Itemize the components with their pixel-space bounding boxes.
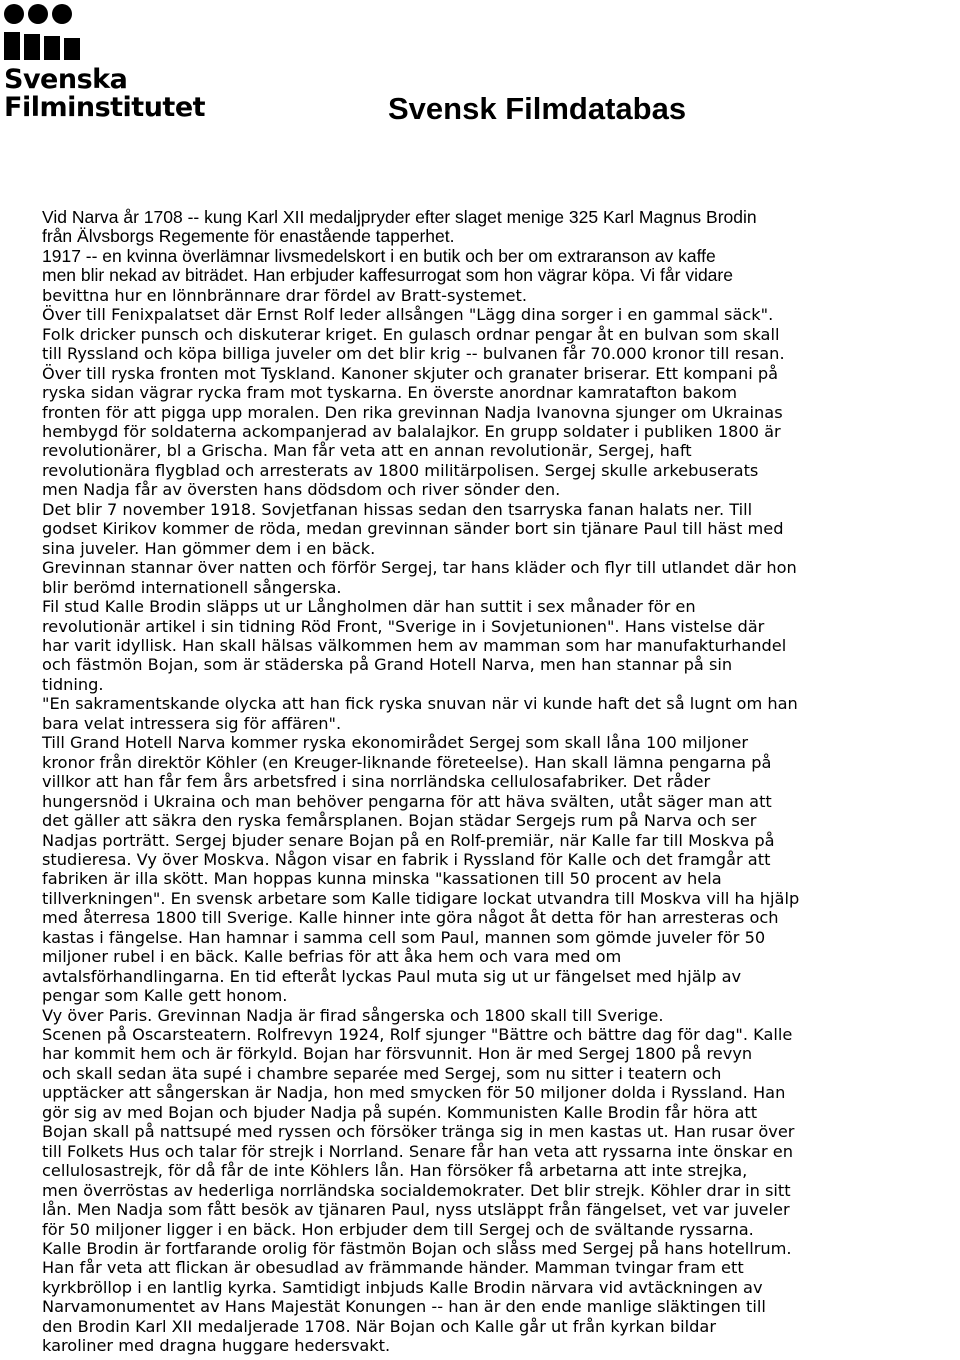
text-line: Fil stud Kalle Brodin släpps ut ur Långholmen där han suttit i sex månader för en bbox=[42, 597, 696, 617]
text-line: men blir nekad av biträdet. Han erbjuder kaffesurrogat som hon vägrar köpa. Vi får vidare bbox=[42, 265, 733, 286]
text-line: Över till ryska fronten mot Tyskland. Kanoner skjuter och granater briserar. Ett kompani på bbox=[42, 363, 779, 383]
text-line: och skall sedan äta supé i chambre separée med Sergej, som nu sitter i teatern och bbox=[42, 1063, 722, 1083]
text-line: med återresa 1800 till Sverige. Kalle hinner inte göra något åt detta för han arresteras och bbox=[42, 908, 779, 928]
text-line: fabriken är illa skött. Man hoppas kunna minska "kassationen till 50 procent av hela bbox=[42, 869, 722, 889]
text-line: gör sig av med Bojan och bjuder Nadja på supén. Kommunisten Kalle Brodin får höra att bbox=[42, 1102, 758, 1122]
text-line: och fästmön Bojan, som är städerska på Grand Hotell Narva, men han stannar på sin bbox=[42, 655, 733, 675]
logo-text-svenska: Svenska bbox=[4, 64, 128, 95]
text-line: Folk dricker punsch och diskuterar kriget. En gulasch ordnar pengar åt en bulvan som skall bbox=[42, 324, 780, 344]
text-line: har kommit hem och är förkyld. Bojan har försvunnit. Hon är med Sergej 1800 på revyn bbox=[42, 1044, 753, 1064]
text-line: Grevinnan stannar över natten och förför Sergej, tar hans kläder och flyr till utlandet där hon bbox=[42, 558, 797, 578]
text-line: villkor att han får fem års arbetsfred i sina norrländska cellulosafabriker. Det råder bbox=[42, 772, 711, 792]
text-line: det gäller att säkra den ryska femårsplanen. Bojan städar Sergejs rum på Narva och ser bbox=[42, 811, 757, 831]
text-line: 1917 -- en kvinna överlämnar livsmedelskort i en butik och ber om extraranson av kaffe bbox=[42, 245, 716, 266]
text-line: den Brodin Karl XII medaljerade 1708. När Bojan och Kalle går ut från kyrkan bildar bbox=[42, 1316, 716, 1336]
text-line: tidning. bbox=[42, 674, 104, 694]
logo-text-filminstitutet: Filminstitutet bbox=[4, 92, 206, 123]
text-line: men Nadja får av översten hans dödsdom och river sönder den. bbox=[42, 480, 561, 500]
text-line: fronten för att pigga upp moralen. Den rika grevinnan Nadja Ivanovna sjunger om Ukrainas bbox=[42, 402, 783, 422]
text-line: kyrkbröllop i en lantlig kyrka. Samtidigt inbjuds Kalle Brodin närvara vid avtäckningen av bbox=[42, 1277, 763, 1297]
text-line: sina juveler. Han gömmer dem i en bäck. bbox=[42, 538, 376, 558]
text-line: cellulosastrejk, för då får de inte Köhlers lån. Han försöker få arbetarna att inte strejka, bbox=[42, 1161, 748, 1181]
text-line: revolutionärer, bl a Grischa. Man får veta att en annan revolutionär, Sergej, haft bbox=[42, 441, 692, 461]
text-line: bara velat intressera sig för affären". bbox=[42, 713, 342, 733]
text-line: till Ryssland och köpa billiga juveler om det blir krig -- bulvanen får 70.000 kronor till resan. bbox=[42, 344, 785, 364]
svenska-filminstitutet-logo[interactable] bbox=[4, 4, 204, 124]
text-line: godset Kirikov kommer de röda, medan grevinnan sänder bort sin tjänare Paul till häst med bbox=[42, 519, 784, 539]
text-line: "En sakramentskande olycka att han fick ryska snuvan när vi kunde haft det så lugnt om han bbox=[42, 694, 798, 714]
text-line: till Folkets Hus och talar för strejk i Norrland. Senare får han veta att ryssarna inte önskar en bbox=[42, 1141, 793, 1161]
text-line: blir berömd internationell sångerska. bbox=[42, 577, 342, 597]
page-title: Svensk Filmdatabas bbox=[388, 91, 687, 126]
text-line: Han får veta att flickan är obesudlad av främmande händer. Mamman tvingar fram ett bbox=[42, 1258, 744, 1278]
text-line: Över till Fenixpalatset där Ernst Rolf leder allsången "Lägg dina sorger i en gammal säck". bbox=[42, 305, 774, 325]
text-line: från Älvsborgs Regemente för enastående tapperhet. bbox=[42, 226, 455, 247]
text-line: Vid Narva år 1708 -- kung Karl XII medaljpryder efter slaget menige 325 Karl Magnus Brodin bbox=[42, 207, 757, 227]
film-synopsis bbox=[42, 208, 958, 1356]
text-line: men överröstas av hederliga norrländska socialdemokrater. Det blir strejk. Köhler drar in sitt bbox=[42, 1180, 791, 1200]
text-line: Kalle Brodin är fortfarande orolig för fästmön Bojan och slåss med Sergej på hans hotellrum. bbox=[42, 1239, 792, 1259]
text-line: tillverkningen". En svensk arbetare som Kalle tidigare lockat utvandra till Moskva vill ha hjälp bbox=[42, 888, 800, 908]
text-line: revolutionära flygblad och arresterats av 1800 militärpolisen. Sergej skulle arkebuserats bbox=[42, 460, 759, 480]
text-line: Det blir 7 november 1918. Sovjetfanan hissas sedan den tsarryska fanan halats ner. Till bbox=[42, 499, 753, 519]
text-line: Vy över Paris. Grevinnan Nadja är firad sångerska och 1800 skall till Sverige. bbox=[42, 1005, 664, 1025]
text-line: karoliner med dragna huggare hedersvakt. bbox=[42, 1336, 391, 1356]
text-line: för 50 miljoner ligger i en bäck. Hon erbjuder dem till Sergej och de svältande ryssarna. bbox=[42, 1219, 754, 1239]
text-line: hembygd för soldaterna ackompanjerad av balalajkor. En grupp soldater i publiken 1800 är bbox=[42, 421, 781, 441]
text-line: har varit idyllisk. Han skall hälsas välkommen hem av mamman som har manufakturhandel bbox=[42, 635, 787, 655]
text-line: upptäcker att sångerskan är Nadja, hon med smycken för 50 miljoner dolda i Ryssland. Han bbox=[42, 1083, 786, 1103]
text-line: kastas i fängelse. Han hamnar i samma cell som Paul, mannen som gömde juveler för 50 bbox=[42, 927, 766, 947]
text-line: pengar som Kalle gett honom. bbox=[42, 986, 288, 1006]
text-line: bevittna hur en lönnbrännare drar fördel av Bratt-systemet. bbox=[42, 285, 527, 305]
text-line: miljoner rubel i en bäck. Kalle befrias för att åka hem och vara med om bbox=[42, 947, 622, 967]
text-line: lån. Men Nadja som fått besök av tjänaren Paul, nyss utsläppt från fängelset, vet var juveler bbox=[42, 1200, 790, 1220]
text-line: revolutionär artikel i sin tidning Röd Front, "Sverige in i Sovjetunionen". Hans vistelse där bbox=[42, 616, 765, 636]
text-line: Bojan skall på nattsupé med ryssen och försöker tränga sig in men kastas ut. Han rusar över bbox=[42, 1122, 795, 1142]
text-line: ryska sidan vägrar rycka fram mot tyskarna. En överste anordnar kamratafton bakom bbox=[42, 383, 738, 403]
text-line: kronor från direktör Köhler (en Kreuger-liknande företeelse). Han skall lämna pengarna på bbox=[42, 752, 772, 772]
text-line: avtalsförhandlingarna. En tid efteråt lyckas Paul muta sig ut ur fängelset med hjälp av bbox=[42, 966, 742, 986]
text-line: Nadjas porträtt. Sergej bjuder senare Bojan på en Rolf-premiär, när Kalle far till Moskva på bbox=[42, 830, 775, 850]
text-line: hungersnöd i Ukraina och man behöver pengarna för att häva svälten, utåt säger man att bbox=[42, 791, 772, 811]
text-line: studieresa. Vy över Moskva. Någon visar en fabrik i Ryssland för Kalle och det framgår att bbox=[42, 849, 771, 869]
text-line: Till Grand Hotell Narva kommer ryska ekonomirådet Sergej som skall låna 100 miljoner bbox=[42, 733, 749, 753]
text-line: Narvamonumentet av Hans Majestät Konungen -- han är den ende manlige släktingen till bbox=[42, 1297, 766, 1317]
text-line: Scenen på Oscarsteatern. Rolfrevyn 1924, Rolf sjunger "Bättre och bättre dag för dag". Kalle bbox=[42, 1025, 793, 1045]
